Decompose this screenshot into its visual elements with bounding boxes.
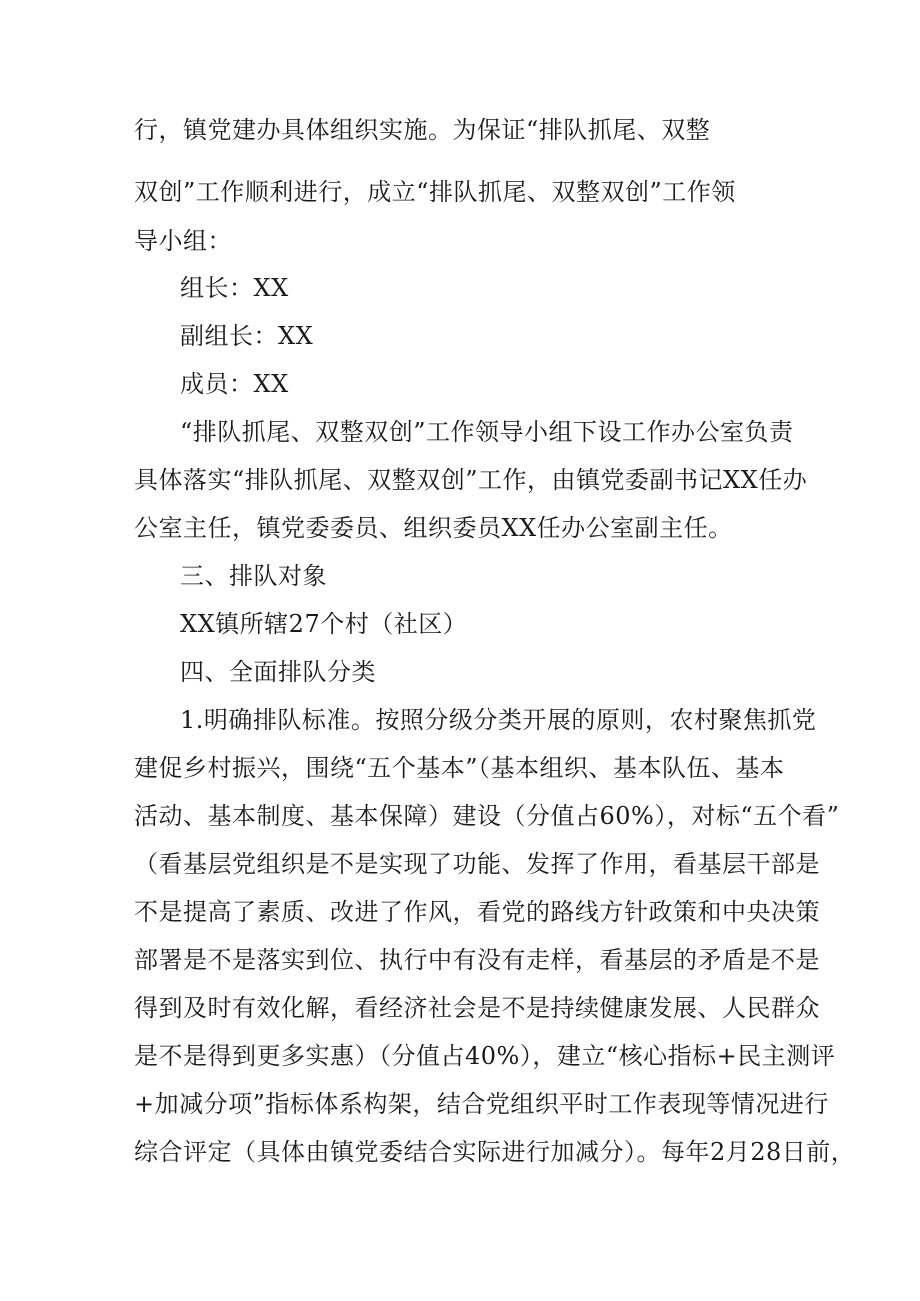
text-line: 导小组： (134, 227, 232, 255)
text-line: 不是提高了素质、改进了作风，看党的路线方针政策和中央决策 (134, 898, 820, 926)
text-line: 具体落实“排队抓尾、双整双创”工作，由镇党委副书记XX任办 (134, 466, 808, 494)
text-line: 部署是不是落实到位、执行中有没有走样，看基层的矛盾是不是 (134, 946, 820, 974)
text-line: 组长：XX (180, 274, 289, 302)
text-line: 综合评定（具体由镇党委结合实际进行加减分）。每年2月28日前， (134, 1138, 856, 1166)
text-line: 双创”工作顺利进行，成立“排队抓尾、双整双创”工作领 (134, 178, 736, 206)
text-line: 得到及时有效化解，看经济社会是不是持续健康发展、人民群众 (134, 994, 820, 1022)
section-heading: 三、排队对象 (180, 562, 327, 590)
text-line: 公室主任，镇党委委员、组织委员XX任办公室副主任。 (134, 514, 733, 542)
text-line: 成员：XX (180, 370, 289, 398)
text-line: 副组长：XX (180, 322, 314, 350)
text-line: 行，镇党建办具体组织实施。为保证“排队抓尾、双整 (134, 116, 711, 144)
text-line: 建促乡村振兴，围绕“五个基本”（基本组织、基本队伍、基本 (134, 754, 785, 782)
text-line: +加减分项”指标体系构架，结合党组织平时工作表现等情况进行 (134, 1090, 829, 1118)
text-line: （看基层党组织是不是实现了功能、发挥了作用，看基层干部是 (134, 850, 820, 878)
text-line: 是不是得到更多实惠）（分值占40%），建立“核心指标+民主测评 (134, 1042, 836, 1070)
text-line: 活动、基本制度、基本保障）建设（分值占60%），对标“五个看” (134, 802, 840, 830)
text-line: 1.明确排队标准。按照分级分类开展的原则，农村聚焦抓党 (180, 706, 817, 734)
section-heading: 四、全面排队分类 (180, 658, 376, 686)
text-line: “排队抓尾、双整双创”工作领导小组下设工作办公室负责 (180, 418, 794, 446)
text-line: XX镇所辖27个村（社区） (180, 610, 468, 638)
